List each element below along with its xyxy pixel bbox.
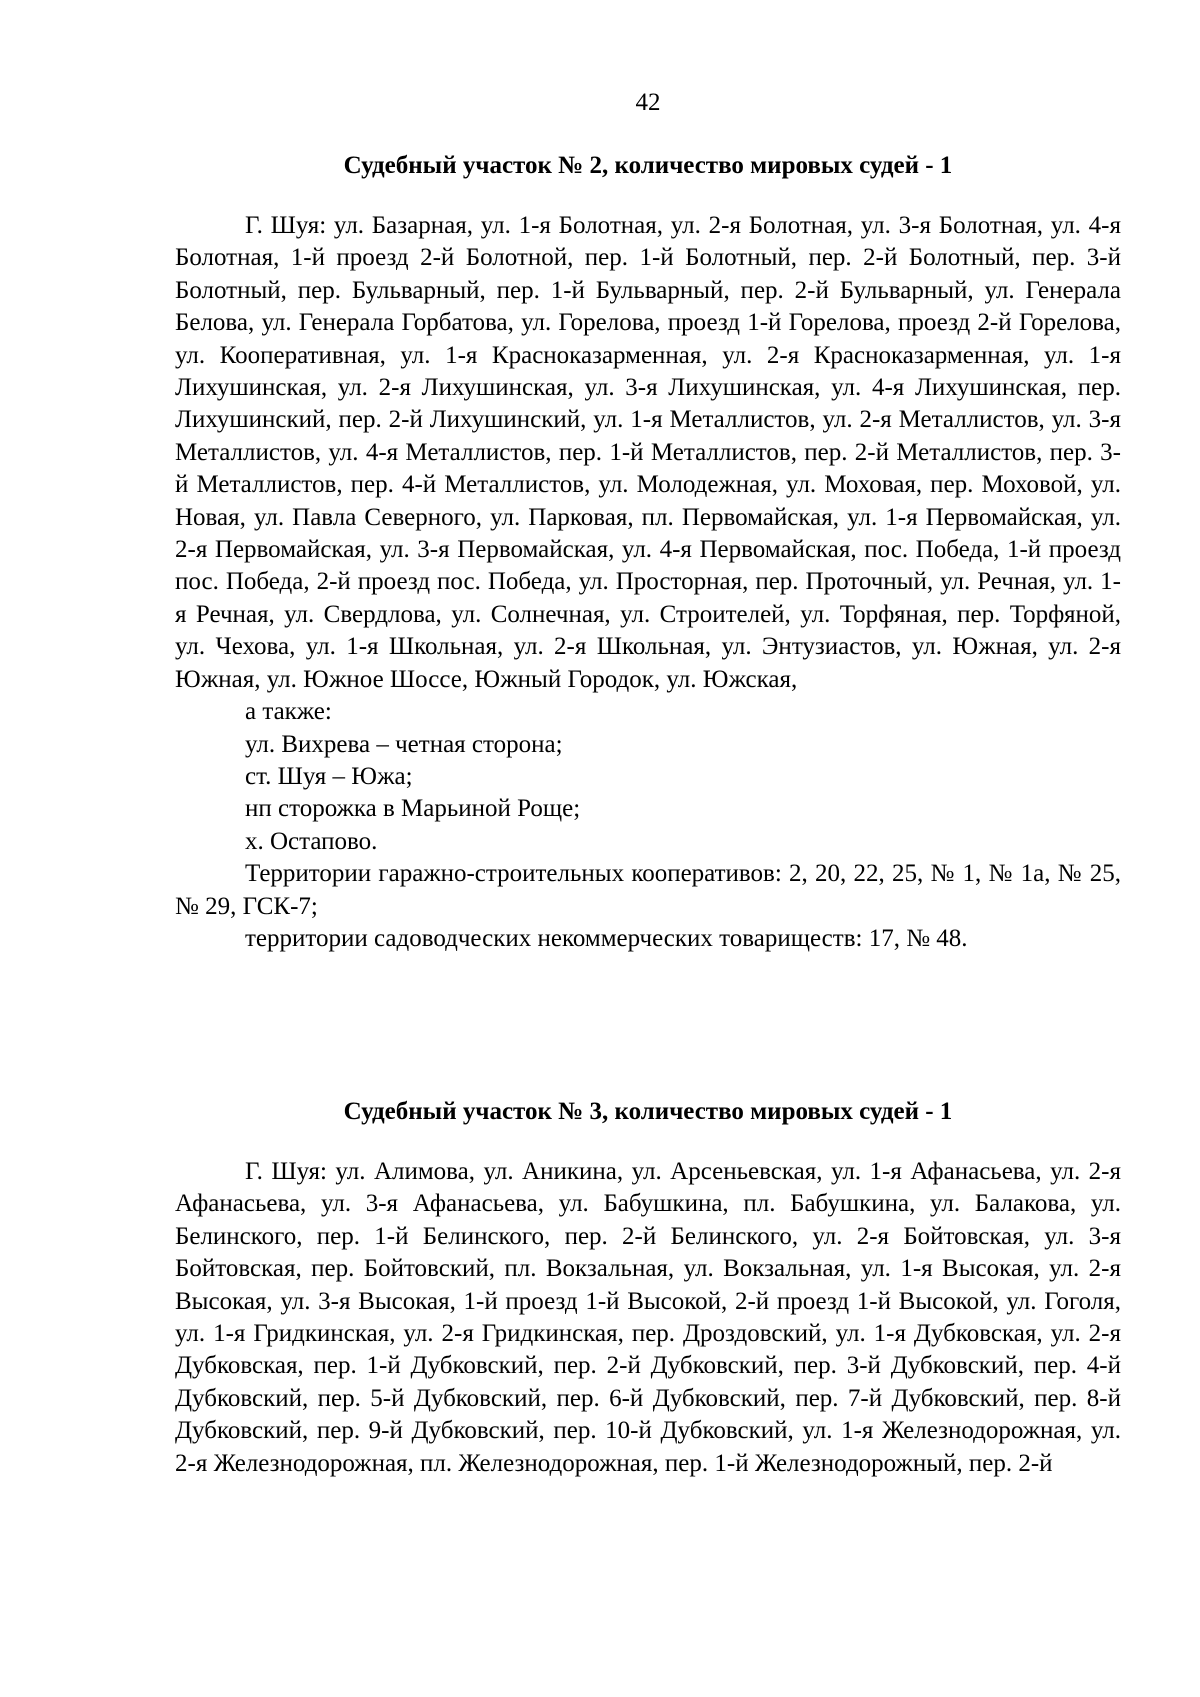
also-item: ст. Шуя – Южа; — [245, 762, 413, 790]
court-district-2-section — [175, 150, 1121, 955]
streets-paragraph: Г. Шуя: ул. Базарная, ул. 1-я Болотная, ул. 2-я Болотная, ул. 3-я Болотная, ул. 4-я Болотная, 1-й проезд 2-й Болотной, пер. 1-й Болотный, пер. 2-й Болотный, пер. 3-й Болотный, пер. Бульварный, пер. 1-й Бульварный, пер. 2-й Бульварный, ул. Генерала Белова, ул. Генерала Горбатова, ул. Горелова, проезд 1-й Горелова, проезд 2-й Горелова, ул. Кооперативная, ул. 1-я Красноказарменная, ул. 2-я Красноказарменная, ул. 1-я Лихушинская, ул. 2-я Лихушинская, ул. 3-я Лихушинская, ул. 4-я Лихушинская, пер. Лихушинский, пер. 2-й Лихушинский, ул. 1-я Металлистов, ул. 2-я Металлистов, ул. 3-я Металлистов, ул. 4-я Металлистов, пер. 1-й Металлистов, пер. 2-й Металлистов, пер. 3-й Металлистов, пер. 4-й Металлистов, ул. Молодежная, ул. Моховая, пер. Моховой, ул. Новая, ул. Павла Северного, ул. Парковая, пл. Первомайская, ул. 1-я Первомайская, ул. 2-я Первомайская, ул. 3-я Первомайская, ул. 4-я Первомайская, пос. Победа, 1-й проезд пос. Победа, 2-й проезд пос. Победа, ул. Просторная, пер. Проточный, ул. Речная, ул. 1-я Речная, ул. Свердлова, ул. Солнечная, ул. Строителей, ул. Торфяная, пер. Торфяной, ул. Чехова, ул. 1-я Школьная, ул. 2-я Школьная, ул. Энтузиастов, ул. Южная, ул. 2-я Южная, ул. Южное Шоссе, Южный Городок, ул. Южская, — [175, 212, 1121, 693]
also-label: а также: — [245, 698, 332, 726]
section-title: Судебный участок № 2, количество мировых судей - 1 — [343, 152, 953, 179]
garden-partnerships-paragraph: территории садоводческих некоммерческих товариществ: 17, № 48. — [245, 924, 968, 952]
also-item: ул. Вихрева – четная сторона; — [245, 730, 563, 758]
garage-cooperatives-paragraph: Территории гаражно-строительных кооперативов: 2, 20, 22, 25, № 1, № 1а, № 25, № 29, ГСК-7; — [175, 860, 1121, 920]
also-item: х. Остапово. — [245, 827, 378, 855]
court-district-3-section — [175, 1096, 1121, 1480]
also-item: нп сторожка в Марьиной Роще; — [245, 795, 581, 823]
title-spacer — [175, 1128, 1121, 1156]
section-title: Судебный участок № 3, количество мировых судей - 1 — [343, 1098, 953, 1125]
page-number: 42 — [635, 89, 661, 116]
streets-paragraph: Г. Шуя: ул. Алимова, ул. Аникина, ул. Арсеньевская, ул. 1-я Афанасьева, ул. 2-я Афанасьева, ул. 3-я Афанасьева, ул. Бабушкина, пл. Бабушкина, ул. Балакова, ул. Белинского, пер. 1-й Белинского, пер. 2-й Белинского, ул. 2-я Бойтовская, ул. 3-я Бойтовская, пер. Бойтовский, пл. Вокзальная, ул. Вокзальная, ул. 1-я Высокая, ул. 2-я Высокая, ул. 3-я Высокая, 1-й проезд 1-й Высокой, 2-й проезд 1-й Высокой, ул. Гоголя, ул. 1-я Гридкинская, ул. 2-я Гридкинская, пер. Дроздовский, ул. 1-я Дубковская, ул. 2-я Дубковская, пер. 1-й Дубковский, пер. 2-й Дубковский, пер. 3-й Дубковский, пер. 4-й Дубковский, пер. 5-й Дубковский, пер. 6-й Дубковский, пер. 7-й Дубковский, пер. 8-й Дубковский, пер. 9-й Дубковский, пер. 10-й Дубковский, ул. 1-я Железнодорожная, ул. 2-я Железнодорожная, пл. Железнодорожная, пер. 1-й Железнодорожный, пер. 2-й — [175, 1158, 1121, 1477]
title-spacer — [175, 182, 1121, 210]
